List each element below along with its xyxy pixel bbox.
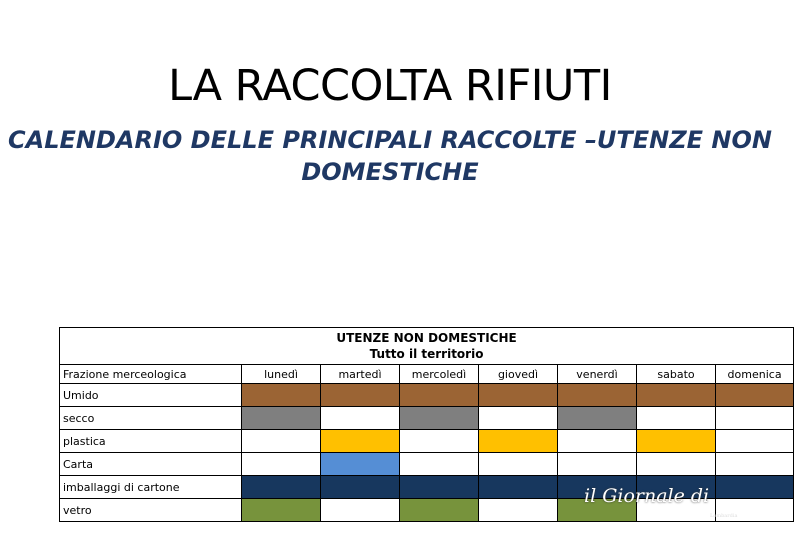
schedule-cell xyxy=(321,430,400,453)
schedule-cell xyxy=(479,476,558,499)
table-row xyxy=(60,453,794,476)
row-label: imballaggi di cartone xyxy=(60,476,242,499)
schedule-cell xyxy=(400,453,479,476)
column-header-wednesday: mercoledì xyxy=(400,365,479,384)
schedule-cell xyxy=(716,453,794,476)
row-label: secco xyxy=(60,407,242,430)
row-label: vetro xyxy=(60,499,242,522)
schedule-cell xyxy=(479,384,558,407)
schedule-cell xyxy=(321,499,400,522)
schedule-cell xyxy=(558,453,637,476)
table-title-line-1: UTENZE NON DOMESTICHE xyxy=(336,331,517,345)
table-row xyxy=(60,384,794,407)
schedule-cell xyxy=(558,407,637,430)
schedule-cell xyxy=(479,453,558,476)
schedule-cell xyxy=(716,407,794,430)
schedule-cell xyxy=(637,407,716,430)
schedule-cell xyxy=(400,384,479,407)
schedule-cell xyxy=(637,430,716,453)
schedule-cell xyxy=(479,430,558,453)
schedule-cell xyxy=(716,384,794,407)
table-title xyxy=(60,328,794,365)
table-row xyxy=(60,430,794,453)
schedule-cell xyxy=(400,430,479,453)
column-header-monday: lunedì xyxy=(242,365,321,384)
schedule-cell xyxy=(400,499,479,522)
schedule-cell xyxy=(321,384,400,407)
schedule-cell xyxy=(558,430,637,453)
subtitle-line-1: CALENDARIO DELLE PRINCIPALI RACCOLTE –UTENZE NON xyxy=(8,126,772,154)
watermark-subtext: Lombardia xyxy=(710,513,738,519)
column-header-tuesday: martedì xyxy=(321,365,400,384)
row-label: Carta xyxy=(60,453,242,476)
schedule-cell xyxy=(321,407,400,430)
schedule-cell xyxy=(321,476,400,499)
row-label: Umido xyxy=(60,384,242,407)
schedule-cell xyxy=(242,453,321,476)
row-label: plastica xyxy=(60,430,242,453)
page-subtitle xyxy=(0,124,780,188)
schedule-cell xyxy=(321,453,400,476)
schedule-cell xyxy=(242,407,321,430)
schedule-cell xyxy=(242,476,321,499)
column-header-thursday: giovedì xyxy=(479,365,558,384)
schedule-cell xyxy=(400,407,479,430)
schedule-cell xyxy=(242,384,321,407)
column-header-saturday: sabato xyxy=(637,365,716,384)
schedule-cell xyxy=(716,430,794,453)
table-title-row xyxy=(60,328,794,365)
schedule-cell xyxy=(637,453,716,476)
schedule-cell xyxy=(400,476,479,499)
table-row xyxy=(60,407,794,430)
page-title: LA RACCOLTA RIFIUTI xyxy=(168,61,612,111)
schedule-cell xyxy=(479,407,558,430)
schedule-cell xyxy=(558,384,637,407)
schedule-cell xyxy=(242,499,321,522)
column-header-sunday: domenica xyxy=(716,365,794,384)
table-title-line-2: Tutto il territorio xyxy=(369,347,484,361)
watermark-text: il Giornale di xyxy=(584,485,710,507)
schedule-cell xyxy=(242,430,321,453)
schedule-cell xyxy=(637,384,716,407)
column-header-friday: venerdì xyxy=(558,365,637,384)
newspaper-watermark-logo xyxy=(584,482,774,519)
schedule-cell xyxy=(479,499,558,522)
column-header-row xyxy=(60,365,794,384)
column-header-fraction: Frazione merceologica xyxy=(60,365,242,384)
subtitle-line-2: DOMESTICHE xyxy=(301,158,479,186)
